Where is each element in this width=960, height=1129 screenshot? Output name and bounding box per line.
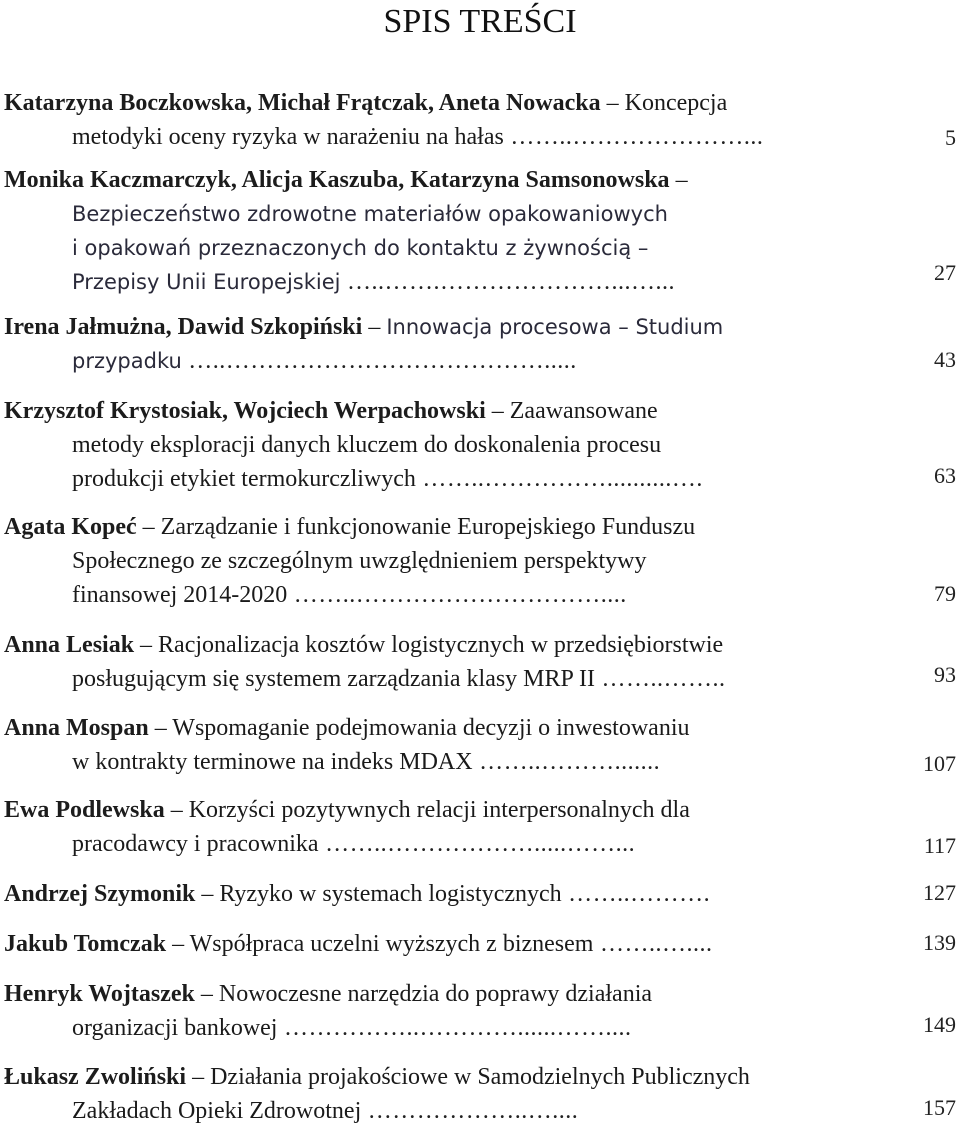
entry-leader-dots: ……..…………………………....: [287, 582, 627, 608]
entry-page-number: 27: [934, 260, 956, 285]
entry-title-continuation: [4, 827, 904, 861]
entry-title: Zarządzanie i funkcjonowanie Europejskiego Funduszu: [160, 514, 696, 540]
entry-title: Korzyści pozytywnych relacji interpersonalnych dla: [188, 797, 690, 823]
entry-title: Innowacja procesowa – Studium: [386, 315, 724, 339]
entry-page-number: 117: [923, 833, 956, 858]
toc-entry[interactable]: [4, 394, 904, 496]
entry-page-number: 5: [945, 125, 956, 150]
entry-title: Ryzyko w systemach logistycznych: [219, 881, 562, 907]
entry-first-line: [4, 394, 904, 428]
entry-dash: –: [362, 314, 387, 340]
entry-first-line: [4, 86, 904, 120]
entry-title-continuation: [4, 662, 904, 696]
entry-page-number: 93: [934, 662, 956, 687]
entry-authors: Irena Jałmużna, Dawid Szkopiński: [4, 314, 363, 340]
entry-leader-dots: ……..……..: [594, 666, 726, 692]
entry-authors: Anna Lesiak: [4, 632, 135, 658]
entry-leader-dots: ………………..…....: [361, 1098, 579, 1124]
entry-first-line: [4, 877, 904, 911]
entry-title-line: metody eksploracji danych kluczem do doskonalenia procesu: [72, 432, 662, 458]
entry-title-continuation: [4, 231, 904, 265]
entry-leader-dots: ……..…………………...: [503, 124, 764, 150]
entry-title-line: Bezpieczeństwo zdrowotne materiałów opakowaniowych: [72, 202, 668, 226]
entry-title-continuation: [4, 1011, 904, 1045]
entry-page-number: 79: [934, 581, 956, 606]
entry-authors: Andrzej Szymonik: [4, 881, 196, 907]
entry-authors: Łukasz Zwoliński: [4, 1064, 187, 1090]
toc-entry[interactable]: [4, 510, 904, 612]
entry-dash: –: [194, 981, 219, 1007]
entry-leader-dots: ……..……….......: [472, 749, 661, 775]
entry-first-line: [4, 163, 904, 197]
entry-leader-dots: ……..……………..........….: [415, 466, 703, 492]
entry-title: Koncepcja: [624, 90, 728, 116]
entry-leader-dots: …..…….…………………...…...: [340, 269, 675, 295]
entry-title: Działania projakościowe w Samodzielnych Publicznych: [210, 1064, 750, 1090]
entry-dash: –: [485, 398, 510, 424]
entry-dash: –: [134, 632, 159, 658]
entry-dash: –: [148, 715, 173, 741]
toc-entry[interactable]: [4, 86, 904, 154]
entry-page-number: 149: [923, 1012, 956, 1037]
entry-title-continuation: [4, 265, 904, 299]
entry-title: Wspomaganie podejmowania decyzji o inwestowaniu: [172, 715, 690, 741]
entry-page-number: 107: [923, 751, 956, 776]
entry-authors: Krzysztof Krystosiak, Wojciech Werpachowski: [4, 398, 486, 424]
entry-title-line: w kontrakty terminowe na indeks MDAX: [72, 749, 473, 775]
entry-title-continuation: [4, 745, 904, 779]
entry-first-line: [4, 310, 904, 344]
entry-dash: –: [136, 514, 161, 540]
entry-title: Racjonalizacja kosztów logistycznych w przedsiębiorstwie: [158, 632, 724, 658]
entry-title-line: organizacji bankowej: [72, 1015, 278, 1041]
entry-page-number: 63: [934, 463, 956, 488]
entry-title-continuation: [4, 462, 904, 496]
entry-page-number: 127: [923, 880, 956, 905]
entry-dash: –: [166, 931, 190, 957]
toc-entry[interactable]: [4, 927, 904, 961]
entry-title-line: przypadku: [72, 349, 182, 373]
entry-first-line: [4, 927, 904, 961]
entry-leader-dots: ……..……….: [561, 881, 711, 907]
toc-entry[interactable]: [4, 163, 904, 299]
entry-page-number: 43: [934, 347, 956, 372]
entry-title-line: Społecznego ze szczególnym uwzględnieniem perspektywy: [72, 548, 647, 574]
entry-authors: Jakub Tomczak: [4, 931, 167, 957]
entry-title-continuation: [4, 197, 904, 231]
entry-leader-dots: …..………………………………….....: [181, 348, 577, 374]
toc-entry[interactable]: [4, 1060, 904, 1128]
entry-title-line: finansowej 2014-2020: [72, 582, 288, 608]
entry-first-line: [4, 793, 904, 827]
entry-title-continuation: [4, 428, 904, 462]
entry-first-line: [4, 628, 904, 662]
entry-page-number: 139: [923, 930, 956, 955]
entry-title-continuation: [4, 544, 904, 578]
entry-title-line: produkcji etykiet termokurczliwych: [72, 466, 416, 492]
toc-entry[interactable]: [4, 628, 904, 696]
page-title: SPIS TREŚCI: [383, 3, 577, 40]
entry-title-continuation: [4, 120, 904, 154]
toc-entry[interactable]: [4, 711, 904, 779]
entry-title-line: Przepisy Unii Europejskiej: [72, 270, 341, 294]
entry-leader-dots: ……………..…………......……....: [277, 1015, 632, 1041]
entry-authors: Agata Kopeć: [4, 514, 137, 540]
entry-title-continuation: [4, 578, 904, 612]
entry-title-line: posługującym się systemem zarządzania klasy MRP II: [72, 666, 595, 692]
entry-title-line: metodyki oceny ryzyka w narażeniu na hałas: [72, 124, 504, 150]
entry-authors: Henryk Wojtaszek: [4, 981, 195, 1007]
entry-title: Zaawansowane: [509, 398, 658, 424]
toc-entry[interactable]: [4, 310, 904, 378]
entry-title-continuation: [4, 344, 904, 378]
entry-authors: Anna Mospan: [4, 715, 149, 741]
entry-title: Współpraca uczelni wyższych z biznesem: [189, 931, 594, 957]
entry-dash: –: [186, 1064, 211, 1090]
entry-title-line: Zakładach Opieki Zdrowotnej: [72, 1098, 362, 1124]
toc-entry[interactable]: [4, 977, 904, 1045]
entry-authors: Monika Kaczmarczyk, Alicja Kaszuba, Katarzyna Samsonowska: [4, 167, 670, 193]
entry-title-continuation: [4, 1094, 904, 1128]
entry-title: Nowoczesne narzędzia do poprawy działania: [218, 981, 653, 1007]
entry-first-line: [4, 711, 904, 745]
entry-leader-dots: ……..…....: [593, 931, 713, 957]
entry-leader-dots: ……..……………….....……...: [318, 831, 636, 857]
entry-page-number: 157: [923, 1095, 956, 1120]
entry-first-line: [4, 1060, 904, 1094]
entry-dash: –: [195, 881, 220, 907]
toc-entry[interactable]: [4, 877, 904, 911]
entry-dash: –: [669, 167, 688, 193]
entry-first-line: [4, 977, 904, 1011]
entry-title-line: i opakowań przeznaczonych do kontaktu z żywnością –: [72, 236, 649, 260]
entry-authors: Katarzyna Boczkowska, Michał Frątczak, Aneta Nowacka: [4, 90, 601, 116]
entry-dash: –: [164, 797, 189, 823]
entry-dash: –: [600, 90, 625, 116]
entry-title-line: pracodawcy i pracownika: [72, 831, 319, 857]
entry-first-line: [4, 510, 904, 544]
entry-authors: Ewa Podlewska: [4, 797, 165, 823]
toc-entry[interactable]: [4, 793, 904, 861]
